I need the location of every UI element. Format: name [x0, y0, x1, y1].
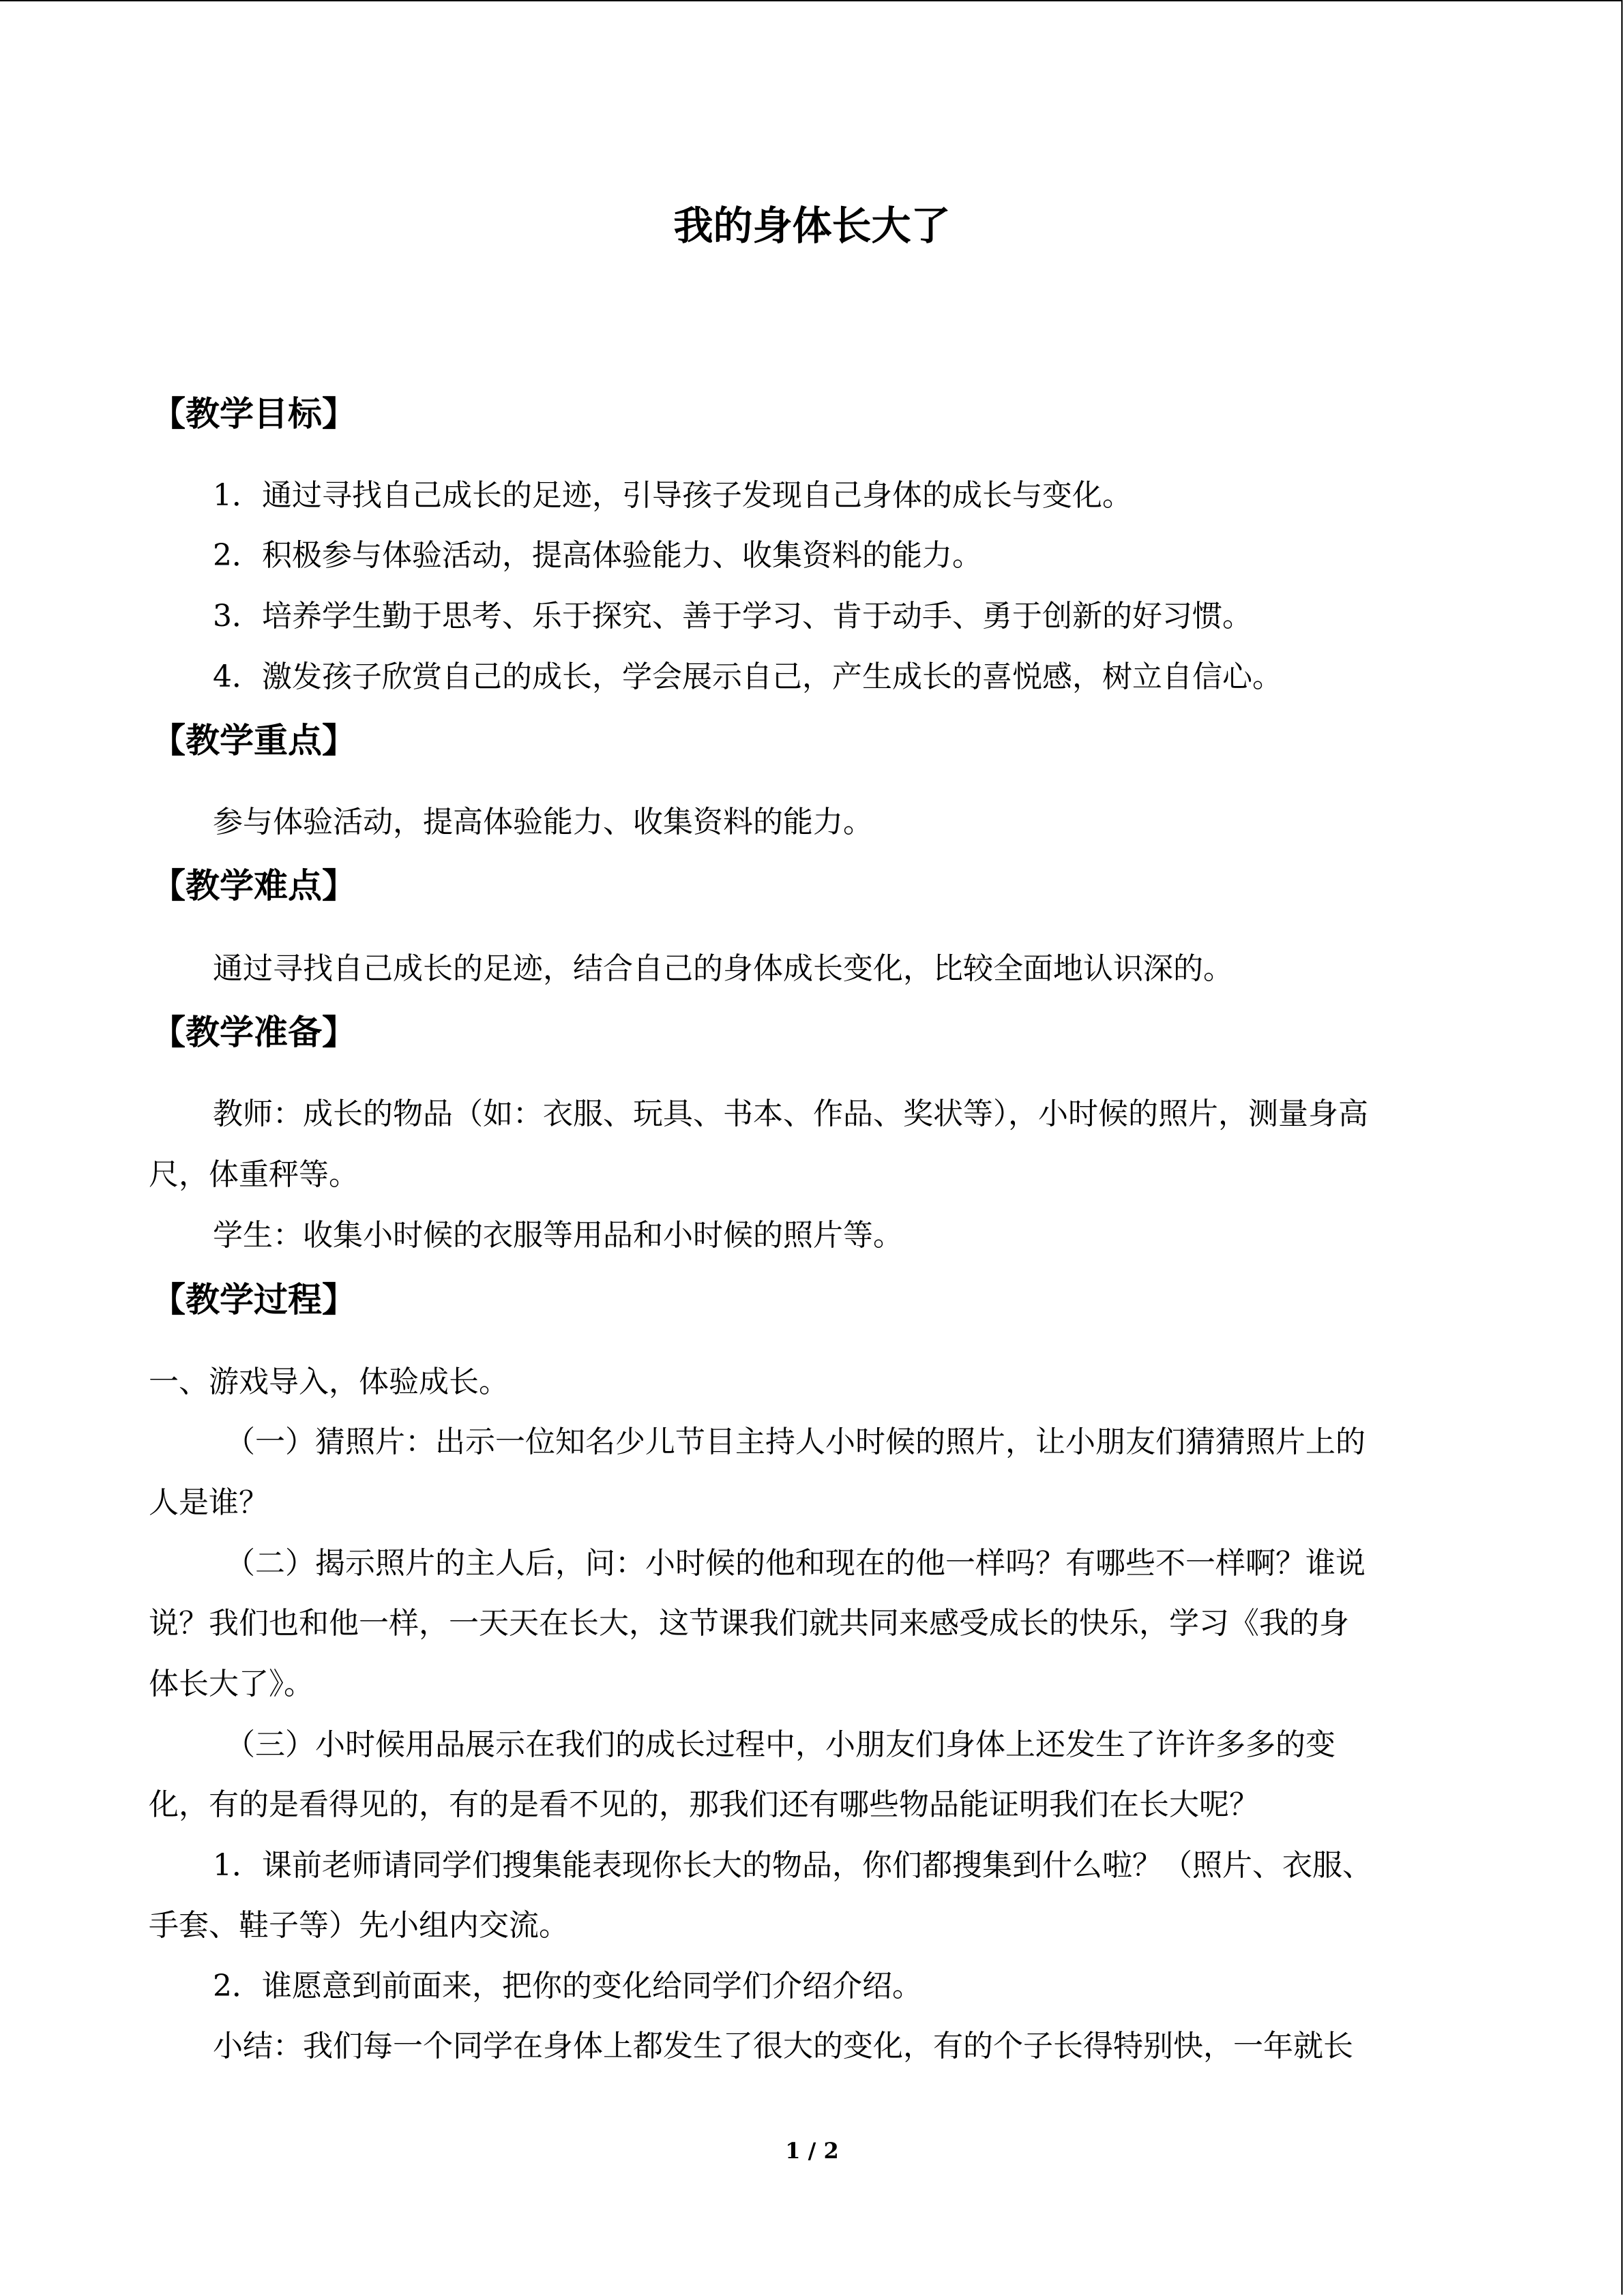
prep-teacher-line: 尺，体重秤等。	[149, 1157, 359, 1192]
page-number: 1 / 2	[785, 2138, 839, 2164]
process-line: （一）猜照片：出示一位知名少儿节目主持人小时候的照片，让小朋友们猜猜照片上的	[225, 1425, 1365, 1459]
heading-teaching-difficulty: 【教学难点】	[151, 866, 356, 906]
prep-student-line: 学生：收集小时候的衣服等用品和小时候的照片等。	[213, 1218, 903, 1253]
document-title: 我的身体长大了	[673, 203, 951, 249]
process-line: 手套、鞋子等）先小组内交流。	[149, 1908, 569, 1943]
process-line: 化，有的是看得见的，有的是看不见的，那我们还有哪些物品能证明我们在长大呢？	[149, 1787, 1259, 1822]
process-line: 人是谁？	[149, 1485, 269, 1520]
goal-item: 4．激发孩子欣赏自己的成长，学会展示自己，产生成长的喜悦感，树立自信心。	[213, 659, 1282, 694]
difficulty-text: 通过寻找自己成长的足迹，结合自己的身体成长变化，比较全面地认识深的。	[213, 951, 1233, 986]
goal-item: 3．培养学生勤于思考、乐于探究、善于学习、肯于动手、勇于创新的好习惯。	[213, 599, 1252, 633]
heading-teaching-prep: 【教学准备】	[151, 1013, 356, 1052]
key-text: 参与体验活动，提高体验能力、收集资料的能力。	[213, 805, 873, 839]
goal-item: 1．通过寻找自己成长的足迹，引导孩子发现自己身体的成长与变化。	[213, 478, 1132, 513]
process-line: 2．谁愿意到前面来，把你的变化给同学们介绍介绍。	[213, 1969, 922, 2003]
heading-teaching-process: 【教学过程】	[151, 1280, 356, 1320]
process-line: 说？我们也和他一样，一天天在长大，这节课我们就共同来感受成长的快乐，学习《我的身	[149, 1606, 1349, 1641]
process-line: 体长大了》。	[149, 1667, 314, 1701]
process-line: 小结：我们每一个同学在身体上都发生了很大的变化，有的个子长得特别快，一年就长	[213, 2029, 1353, 2063]
process-line: （二）揭示照片的主人后，问：小时候的他和现在的他一样吗？有哪些不一样啊？谁说	[225, 1546, 1365, 1581]
prep-teacher-line: 教师：成长的物品（如：衣服、玩具、书本、作品、奖状等），小时候的照片，测量身高	[213, 1097, 1368, 1131]
process-line: 一、游戏导入，体验成长。	[149, 1365, 509, 1399]
process-line: 1．课前老师请同学们搜集能表现你长大的物品，你们都搜集到什么啦？（照片、衣服、	[213, 1848, 1372, 1883]
heading-teaching-goals: 【教学目标】	[151, 394, 356, 434]
heading-teaching-key: 【教学重点】	[151, 721, 356, 760]
goal-item: 2．积极参与体验活动，提高体验能力、收集资料的能力。	[213, 538, 982, 573]
process-line: （三）小时候用品展示在我们的成长过程中，小朋友们身体上还发生了许许多多的变	[225, 1727, 1335, 1762]
